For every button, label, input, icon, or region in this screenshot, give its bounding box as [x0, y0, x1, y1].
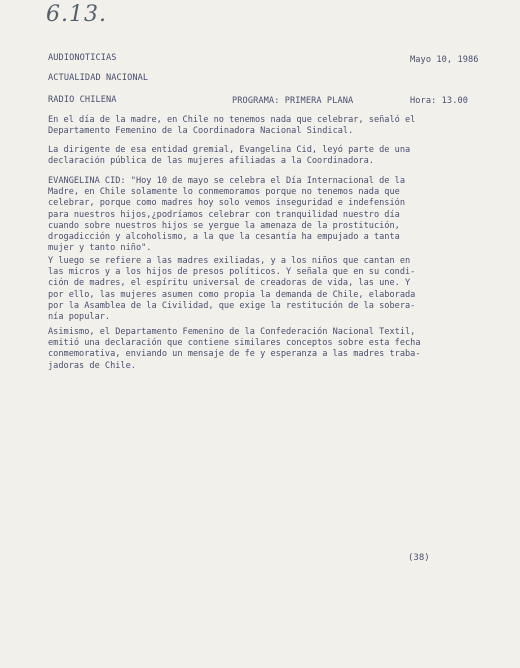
text-line: EVANGELINA CID: "Hoy 10 de mayo se celebra el Día Internacional de la [48, 176, 405, 186]
text-line: las micros y a los hijos de presos políticos. Y señala que en su condi- [48, 267, 416, 278]
paragraph-exiles [48, 256, 503, 323]
text-line: emitió una declaración que contiene similares conceptos sobre esta fecha [48, 338, 421, 349]
text-line: por la Asamblea de la Civilidad, que exige la restitución de la sobera- [48, 300, 416, 311]
page-number: (38) [408, 553, 430, 563]
time-label: Hora: 13.00 [410, 96, 469, 106]
text-line: para nuestros hijos,¿podríamos celebrar con tranquilidad nuestro día [48, 209, 400, 220]
program-label: PROGRAMA: PRIMERA PLANA [232, 96, 354, 106]
paragraph-intro [48, 115, 503, 137]
paragraph-leader [48, 145, 503, 167]
text-line: Asimismo, el Departamento Femenino de la Confederación Nacional Textil, [48, 327, 416, 337]
text-line: celebrar, porque como madres hoy solo vemos inseguridad e indefensión [48, 198, 405, 209]
text-line: drogadicción y alcoholismo, a la que la cesantía ha empujado a tanta [48, 232, 400, 243]
text-line: ción de madres, el espíritu universal de creadoras de vida, las une. Y [48, 278, 411, 289]
text-line: cuando sobre nuestros hijos se yergue la amenaza de la prostitución, [48, 220, 400, 231]
text-line: En el día de la madre, en Chile no tenemos nada que celebrar, señaló el [48, 115, 416, 125]
text-line: mujer y tanto niño". [48, 243, 152, 254]
section-label: ACTUALIDAD NACIONAL [48, 73, 149, 83]
source-label: AUDIONOTICIAS [48, 53, 117, 63]
text-line: jadoras de Chile. [48, 360, 136, 371]
text-line: conmemorativa, enviando un mensaje de fe y esperanza a las madres traba- [48, 349, 421, 360]
text-line: nía popular. [48, 312, 111, 323]
text-line: Madre, en Chile solamente lo conmemoramos porque no tenemos nada que [48, 187, 400, 198]
text-line: La dirigente de esa entidad gremial, Evangelina Cid, leyó parte de una [48, 145, 411, 155]
paragraph-textile [48, 327, 503, 372]
paragraph-quote [48, 176, 503, 254]
text-line: declaración pública de las mujeres afiliadas a la Coordinadora. [48, 156, 374, 167]
station-label: RADIO CHILENA [48, 95, 117, 105]
text-line: Y luego se refiere a las madres exiliadas, y a los niños que cantan en [48, 256, 411, 266]
text-line: por ello, las mujeres asumen como propia la demanda de Chile, elaborada [48, 289, 416, 300]
date-label: Mayo 10, 1986 [410, 55, 479, 65]
handwritten-note: 6.13. [46, 2, 107, 27]
text-line: Departamento Femenino de la Coordinadora Nacional Sindical. [48, 126, 354, 137]
